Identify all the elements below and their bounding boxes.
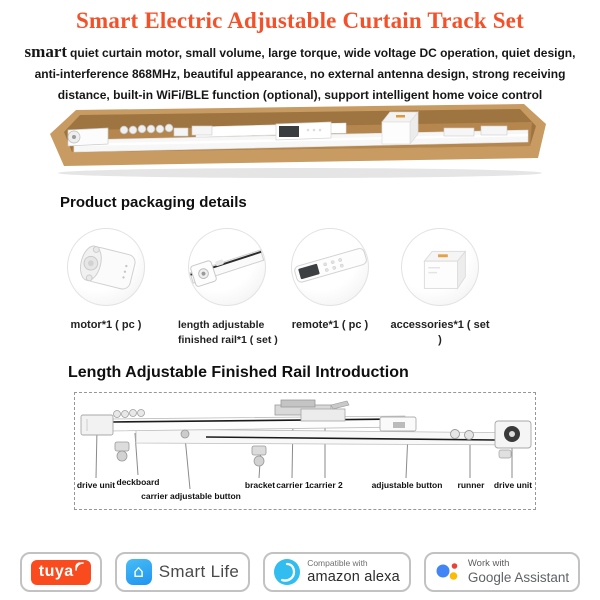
carton-illustration bbox=[46, 100, 554, 180]
google-assistant-icon bbox=[435, 561, 461, 583]
pack-item-accessories bbox=[390, 228, 490, 348]
motor-icon bbox=[67, 228, 145, 306]
amazon-alexa-badge bbox=[263, 552, 411, 592]
packaging-heading: Product packaging details bbox=[60, 194, 247, 211]
pack-item-rail bbox=[170, 228, 284, 348]
product-description bbox=[0, 41, 600, 106]
motor-photo bbox=[67, 228, 145, 306]
alexa-icon bbox=[274, 559, 300, 585]
description-line-3: distance, built-in WiFi/BLE function (optional), support intelligent home voice control bbox=[57, 88, 543, 102]
google-line2: Google Assistant bbox=[467, 569, 570, 585]
description-line-2: anti-interference 868MHz, beautiful appearance, no external antenna design, strong receiving bbox=[34, 67, 566, 81]
diagram-label-carrier-adjustable-button: carrier adjustable button bbox=[141, 491, 241, 501]
pack-item-label: motor*1 ( pc ) bbox=[70, 319, 142, 331]
alexa-line2: amazon alexa bbox=[307, 568, 400, 585]
pack-item-remote bbox=[286, 228, 374, 333]
certification-badges bbox=[0, 551, 600, 593]
description-line-1: quiet curtain motor, small volume, large torque, wide voltage DC operation, quiet design, bbox=[70, 46, 576, 60]
tuya-logo bbox=[31, 560, 91, 585]
google-assistant-badge bbox=[424, 552, 580, 592]
page-title: Smart Electric Adjustable Curtain Track Set bbox=[76, 8, 524, 33]
tuya-badge bbox=[20, 552, 102, 592]
accessories-box-photo bbox=[401, 228, 479, 306]
pack-item-label: remote*1 ( pc ) bbox=[291, 319, 369, 331]
rail-intro-heading: Length Adjustable Finished Rail Introduction bbox=[68, 364, 409, 381]
smart-life-badge bbox=[115, 552, 250, 592]
remote-photo bbox=[291, 228, 369, 306]
smart-life-label: Smart Life bbox=[158, 562, 240, 581]
smart-life-house-icon: ⌂ bbox=[126, 559, 152, 585]
diagram-label-drive-unit-right: drive unit bbox=[493, 480, 533, 490]
rail-diagram bbox=[74, 392, 536, 510]
diagram-label-bracket: bracket bbox=[244, 480, 276, 490]
brand-word: smart bbox=[24, 42, 68, 61]
package-box-photo bbox=[46, 100, 554, 180]
accessories-box-icon bbox=[401, 228, 479, 306]
diagram-label-drive-unit-left: drive unit bbox=[76, 480, 116, 490]
alexa-line1: Compatible with bbox=[307, 557, 368, 568]
tuya-signal-icon bbox=[75, 562, 84, 571]
pack-item-label: accessories*1 ( set ) bbox=[390, 319, 490, 346]
remote-icon bbox=[291, 228, 369, 306]
google-line1: Work with bbox=[467, 557, 510, 569]
diagram-label-runner: runner bbox=[457, 480, 485, 490]
rail-end-photo bbox=[188, 228, 266, 306]
diagram-label-adjustable-button: adjustable button bbox=[371, 480, 443, 490]
pack-item-label: length adjustable finished rail*1 ( set ) bbox=[178, 319, 278, 346]
pack-item-motor bbox=[64, 228, 148, 333]
rail-end-icon bbox=[188, 228, 266, 306]
diagram-label-deckboard: deckboard bbox=[116, 477, 160, 487]
diagram-label-carrier-1: carrier 1 bbox=[276, 480, 310, 490]
diagram-label-carrier-2: carrier 2 bbox=[309, 480, 343, 490]
tuya-label: tuya bbox=[38, 562, 74, 580]
